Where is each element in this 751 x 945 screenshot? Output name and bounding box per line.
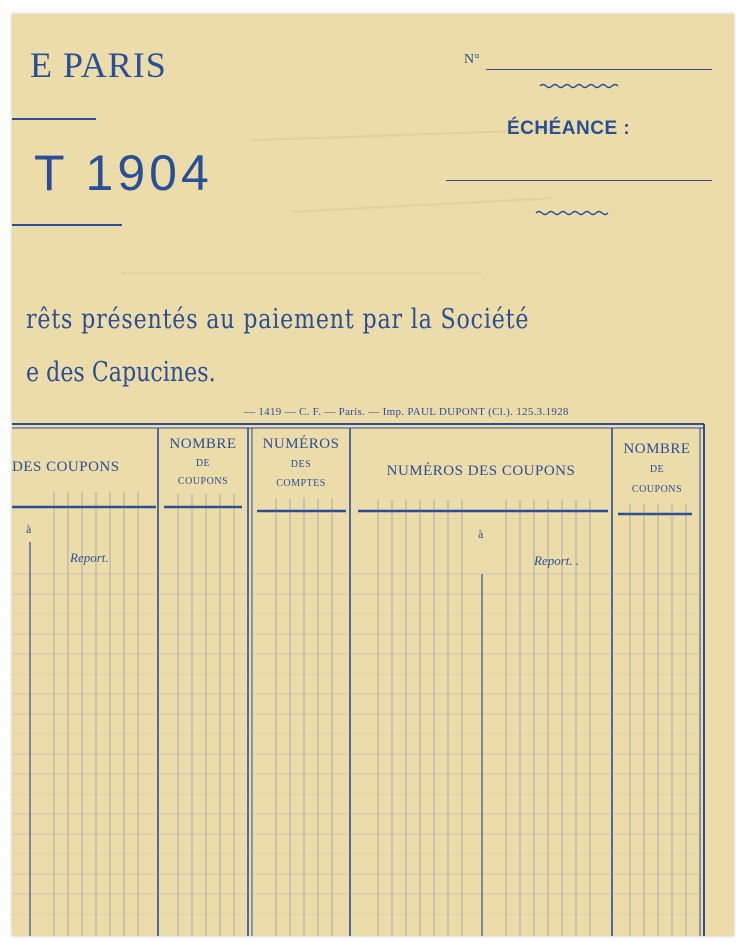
- intro-line-2: e des Capucines.: [26, 357, 216, 388]
- city-heading: E PARIS: [30, 45, 167, 85]
- col-header-coupon-count-right: NOMBRE DE COUPONS: [623, 441, 691, 495]
- carry-forward-label-left: Report.: [70, 550, 109, 565]
- due-date-label: ÉCHÉANCE :: [507, 118, 631, 139]
- form-sheet: [12, 14, 734, 936]
- number-label: N°: [464, 52, 480, 67]
- range-marker-left: à: [26, 522, 32, 536]
- col-header-coupon-numbers-left: DES COUPONS: [12, 459, 120, 475]
- intro-line-1: rêts présentés au paiement par la Société: [26, 304, 530, 335]
- printer-imprint: — 1419 — C. F. — Paris. — Imp. PAUL DUPONT (Cl.). 125.3.1928: [244, 406, 569, 418]
- carry-forward-label-right: Report. .: [534, 553, 580, 568]
- col-header-coupon-numbers-right: NUMÉROS DES COUPONS: [386, 463, 576, 479]
- col-header-coupon-count-left: NOMBRE DE COUPONS: [169, 436, 237, 487]
- year-heading: T 1904: [34, 145, 213, 201]
- range-marker-right: à: [478, 527, 484, 541]
- col-header-account-numbers: NUMÉROS DES COMPTES: [262, 436, 340, 489]
